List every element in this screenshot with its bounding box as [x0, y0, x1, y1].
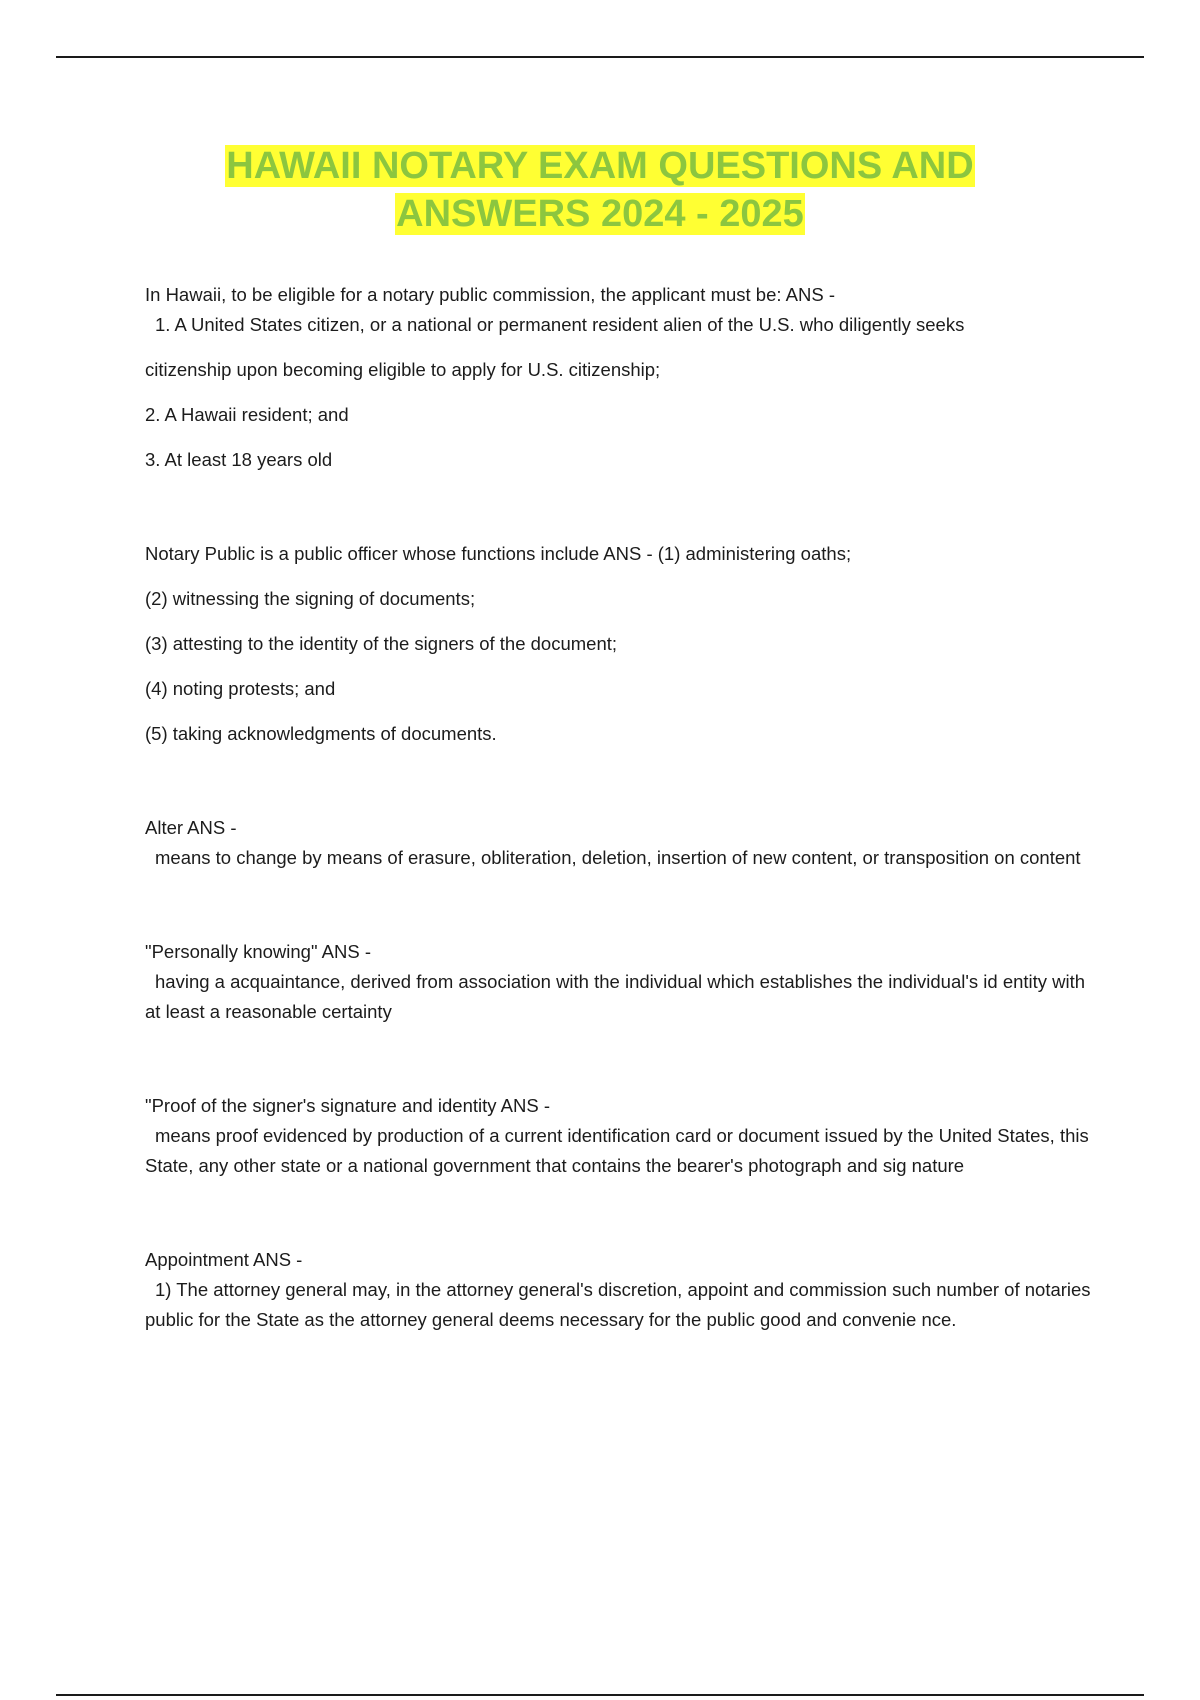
title-line-1: HAWAII NOTARY EXAM QUESTIONS AND — [226, 145, 974, 187]
qa-item-appointment — [145, 1245, 1095, 1335]
qa-item-alter — [145, 813, 1095, 873]
answer: having a acquaintance, derived from association with the individual which establishes the individual's id entity with at least a reasonable certainty — [145, 971, 1086, 1022]
answer-line: citizenship upon becoming eligible to apply for U.S. citizenship; — [145, 359, 661, 380]
answer-line: (2) witnessing the signing of documents; — [145, 588, 476, 609]
answer-line: (3) attesting to the identity of the signers of the document; — [145, 633, 618, 654]
question: In Hawaii, to be eligible for a notary public commission, the applicant must be: ANS - — [145, 284, 835, 305]
qa-item-personally-knowing — [145, 937, 1095, 1027]
answer-line: 3. At least 18 years old — [145, 449, 333, 470]
document-body — [145, 280, 1095, 1399]
qa-item-eligibility — [145, 280, 1095, 475]
answer-line: 1. A United States citizen, or a national or permanent resident alien of the U.S. who diligently seeks — [155, 314, 965, 335]
question: "Proof of the signer's signature and identity ANS - — [145, 1095, 550, 1116]
document-title — [0, 142, 1200, 238]
qa-item-functions — [145, 539, 1095, 749]
answer-line: (5) taking acknowledgments of documents. — [145, 723, 497, 744]
answer: 1) The attorney general may, in the attorney general's discretion, appoint and commission such number of notaries public for the State as the attorney general deems necessary for the public good and convenie nce. — [145, 1279, 1091, 1330]
question: Alter ANS - — [145, 817, 237, 838]
answer: means to change by means of erasure, obliteration, deletion, insertion of new content, or transposition on content — [155, 847, 1081, 868]
answer: means proof evidenced by production of a current identification card or document issued by the United States, this State, any other state or a national government that contains the bearer's photograph and sig nature — [145, 1125, 1089, 1176]
bottom-rule — [56, 1694, 1144, 1696]
question: Appointment ANS - — [145, 1249, 303, 1270]
qa-item-proof-of-signature — [145, 1091, 1095, 1181]
top-rule — [56, 56, 1144, 58]
question: "Personally knowing" ANS - — [145, 941, 371, 962]
title-line-2: ANSWERS 2024 - 2025 — [396, 193, 804, 235]
answer-line: 2. A Hawaii resident; and — [145, 404, 349, 425]
question: Notary Public is a public officer whose functions include ANS - (1) administering oaths; — [145, 543, 852, 564]
answer-line: (4) noting protests; and — [145, 678, 336, 699]
